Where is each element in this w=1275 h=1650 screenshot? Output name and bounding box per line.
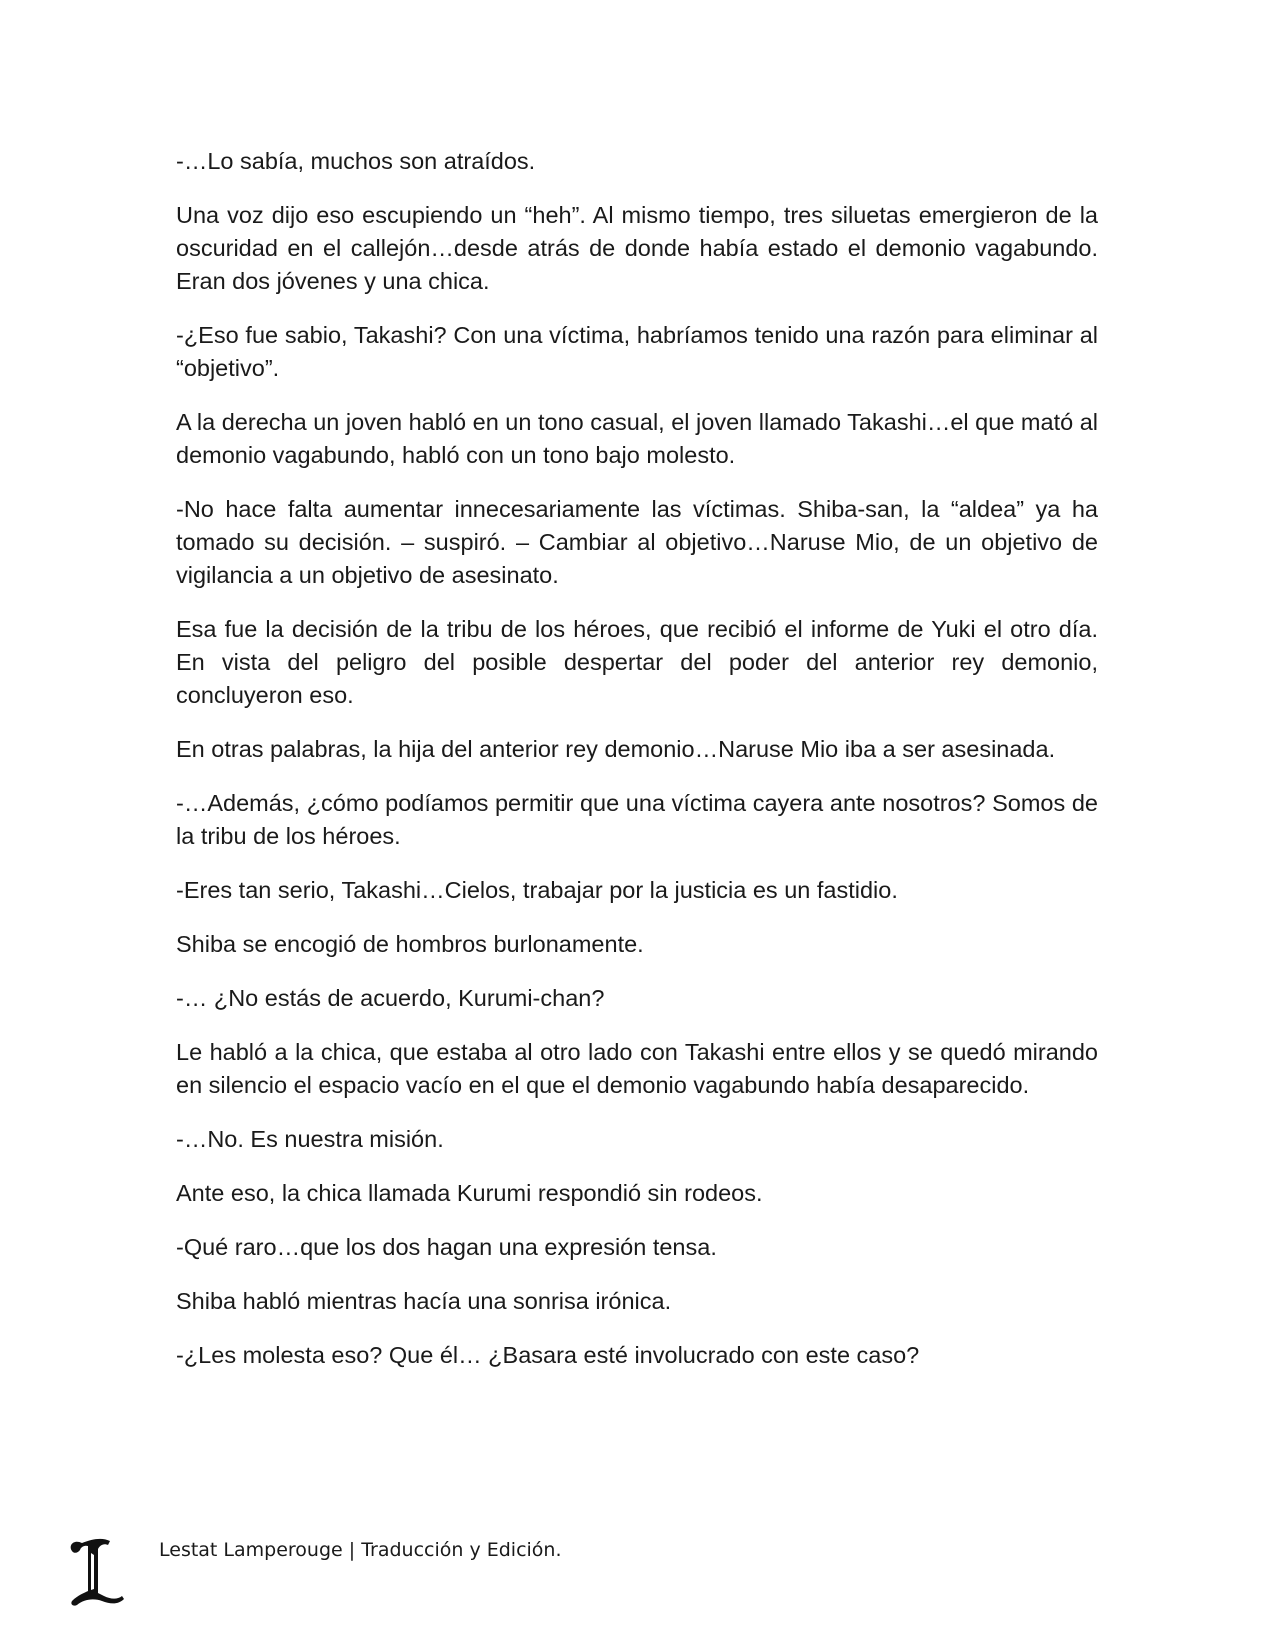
paragraph: Una voz dijo eso escupiendo un “heh”. Al mismo tiempo, tres siluetas emergieron de la oscuridad en el callejón…desde atrás de donde había estado el demonio vagabundo. Eran dos jóvenes y una chica. [176, 202, 1098, 294]
paragraph: -No hace falta aumentar innecesariamente las víctimas. Shiba-san, la “aldea” ya ha tomado su decisión. – suspiró. – Cambiar al objetivo…Naruse Mio, de un objetivo de vigilancia a un objetivo de asesinato. [176, 496, 1098, 588]
paragraph: Shiba habló mientras hacía una sonrisa irónica. [176, 1288, 672, 1314]
paragraph: Esa fue la decisión de la tribu de los héroes, que recibió el informe de Yuki el otro día. En vista del peligro del posible despertar del poder del anterior rey demonio, concluyeron eso. [176, 616, 1098, 708]
paragraph: -…Lo sabía, muchos son atraídos. [176, 148, 536, 174]
gothic-l-logo-icon [64, 1535, 128, 1611]
paragraph: -¿Les molesta eso? Que él… ¿Basara esté involucrado con este caso? [176, 1342, 920, 1368]
paragraph: -¿Eso fue sabio, Takashi? Con una víctima, habríamos tenido una razón para eliminar al “objetivo”. [176, 322, 1098, 381]
paragraph: A la derecha un joven habló en un tono casual, el joven llamado Takashi…el que mató al demonio vagabundo, habló con un tono bajo molesto. [176, 409, 1098, 468]
paragraph: -Qué raro…que los dos hagan una expresión tensa. [176, 1234, 717, 1260]
paragraph: Shiba se encogió de hombros burlonamente. [176, 931, 644, 957]
paragraph: -Eres tan serio, Takashi…Cielos, trabajar por la justicia es un fastidio. [176, 877, 898, 903]
page-footer [64, 1535, 664, 1615]
paragraph: -…Además, ¿cómo podíamos permitir que una víctima cayera ante nosotros? Somos de la tribu de los héroes. [176, 790, 1098, 849]
paragraph: -…No. Es nuestra misión. [176, 1126, 444, 1152]
paragraph: Le habló a la chica, que estaba al otro lado con Takashi entre ellos y se quedó mirando en silencio el espacio vacío en el que el demonio vagabundo había desaparecido. [176, 1039, 1098, 1098]
paragraph: En otras palabras, la hija del anterior rey demonio…Naruse Mio iba a ser asesinada. [176, 736, 1056, 762]
document-body [176, 145, 1098, 1393]
footer-credit: Lestat Lamperouge | Traducción y Edición. [159, 1539, 562, 1561]
paragraph: Ante eso, la chica llamada Kurumi respondió sin rodeos. [176, 1180, 763, 1206]
paragraph: -… ¿No estás de acuerdo, Kurumi-chan? [176, 985, 605, 1011]
